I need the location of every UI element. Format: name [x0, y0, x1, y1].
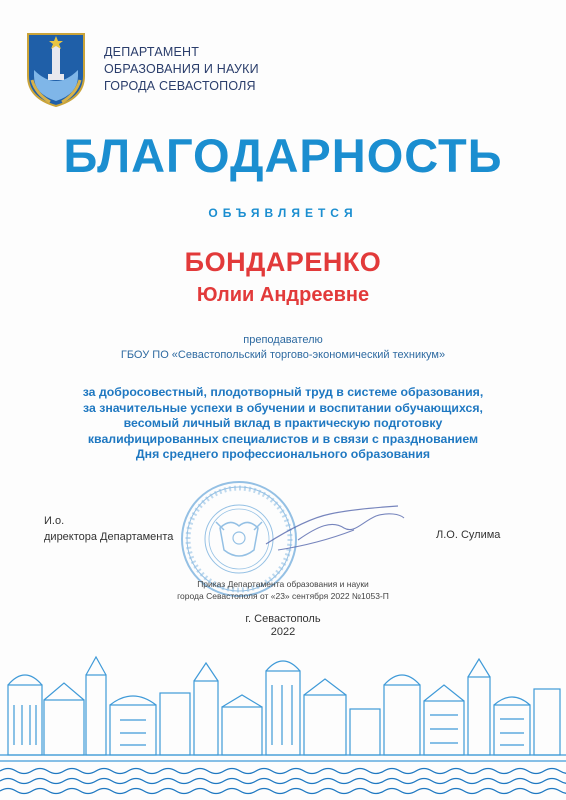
department-line: ДЕПАРТАМЕНТ [104, 45, 200, 59]
reason-line: весомый личный вклад в практическую подготовку [123, 416, 443, 431]
recipient-role [0, 333, 566, 363]
signatory-name: Л.О. Сулима [436, 529, 501, 541]
place-and-year [0, 613, 566, 639]
year-label: 2022 [270, 626, 296, 638]
announced-label: ОБЪЯВЛЯЕТСЯ [208, 206, 358, 220]
department-line: ОБРАЗОВАНИЯ И НАУКИ [104, 62, 259, 76]
recipient-surname: БОНДАРЕНКО [184, 247, 382, 277]
position-line: директора Департамента [44, 531, 174, 543]
reason-line: за значительные успехи в обучении и воспитании обучающихся, [83, 400, 483, 415]
department-name [104, 44, 259, 95]
role-line: преподавателю [243, 334, 323, 346]
order-reference [0, 578, 566, 602]
role-line: ГБОУ ПО «Севастопольский торгово-экономический техникум» [120, 349, 446, 361]
sevastopol-coat-of-arms-icon [24, 30, 88, 108]
reason-line: Дня среднего профессионального образования [135, 447, 431, 462]
handwritten-signature [258, 500, 408, 558]
city-skyline-illustration [0, 645, 566, 800]
certificate-title: БЛАГОДАРНОСТЬ [63, 129, 503, 182]
department-line: ГОРОДА СЕВАСТОПОЛЯ [104, 79, 256, 93]
signatory-position [44, 513, 173, 545]
recipient-given-names: Юлии Андреевне [196, 284, 370, 306]
award-reason [0, 385, 566, 463]
position-line: И.о. [44, 515, 65, 527]
city-label: г. Севастополь [245, 613, 321, 625]
order-line: города Севастополя от «23» сентября 2022 №1053-П [177, 591, 389, 601]
reason-line: за добросовестный, плодотворный труд в системе образования, [82, 385, 484, 399]
order-line: Приказ Департамента образования и науки [197, 579, 369, 589]
reason-line: квалифицированных специалистов и в связи с празднованием [87, 431, 479, 446]
